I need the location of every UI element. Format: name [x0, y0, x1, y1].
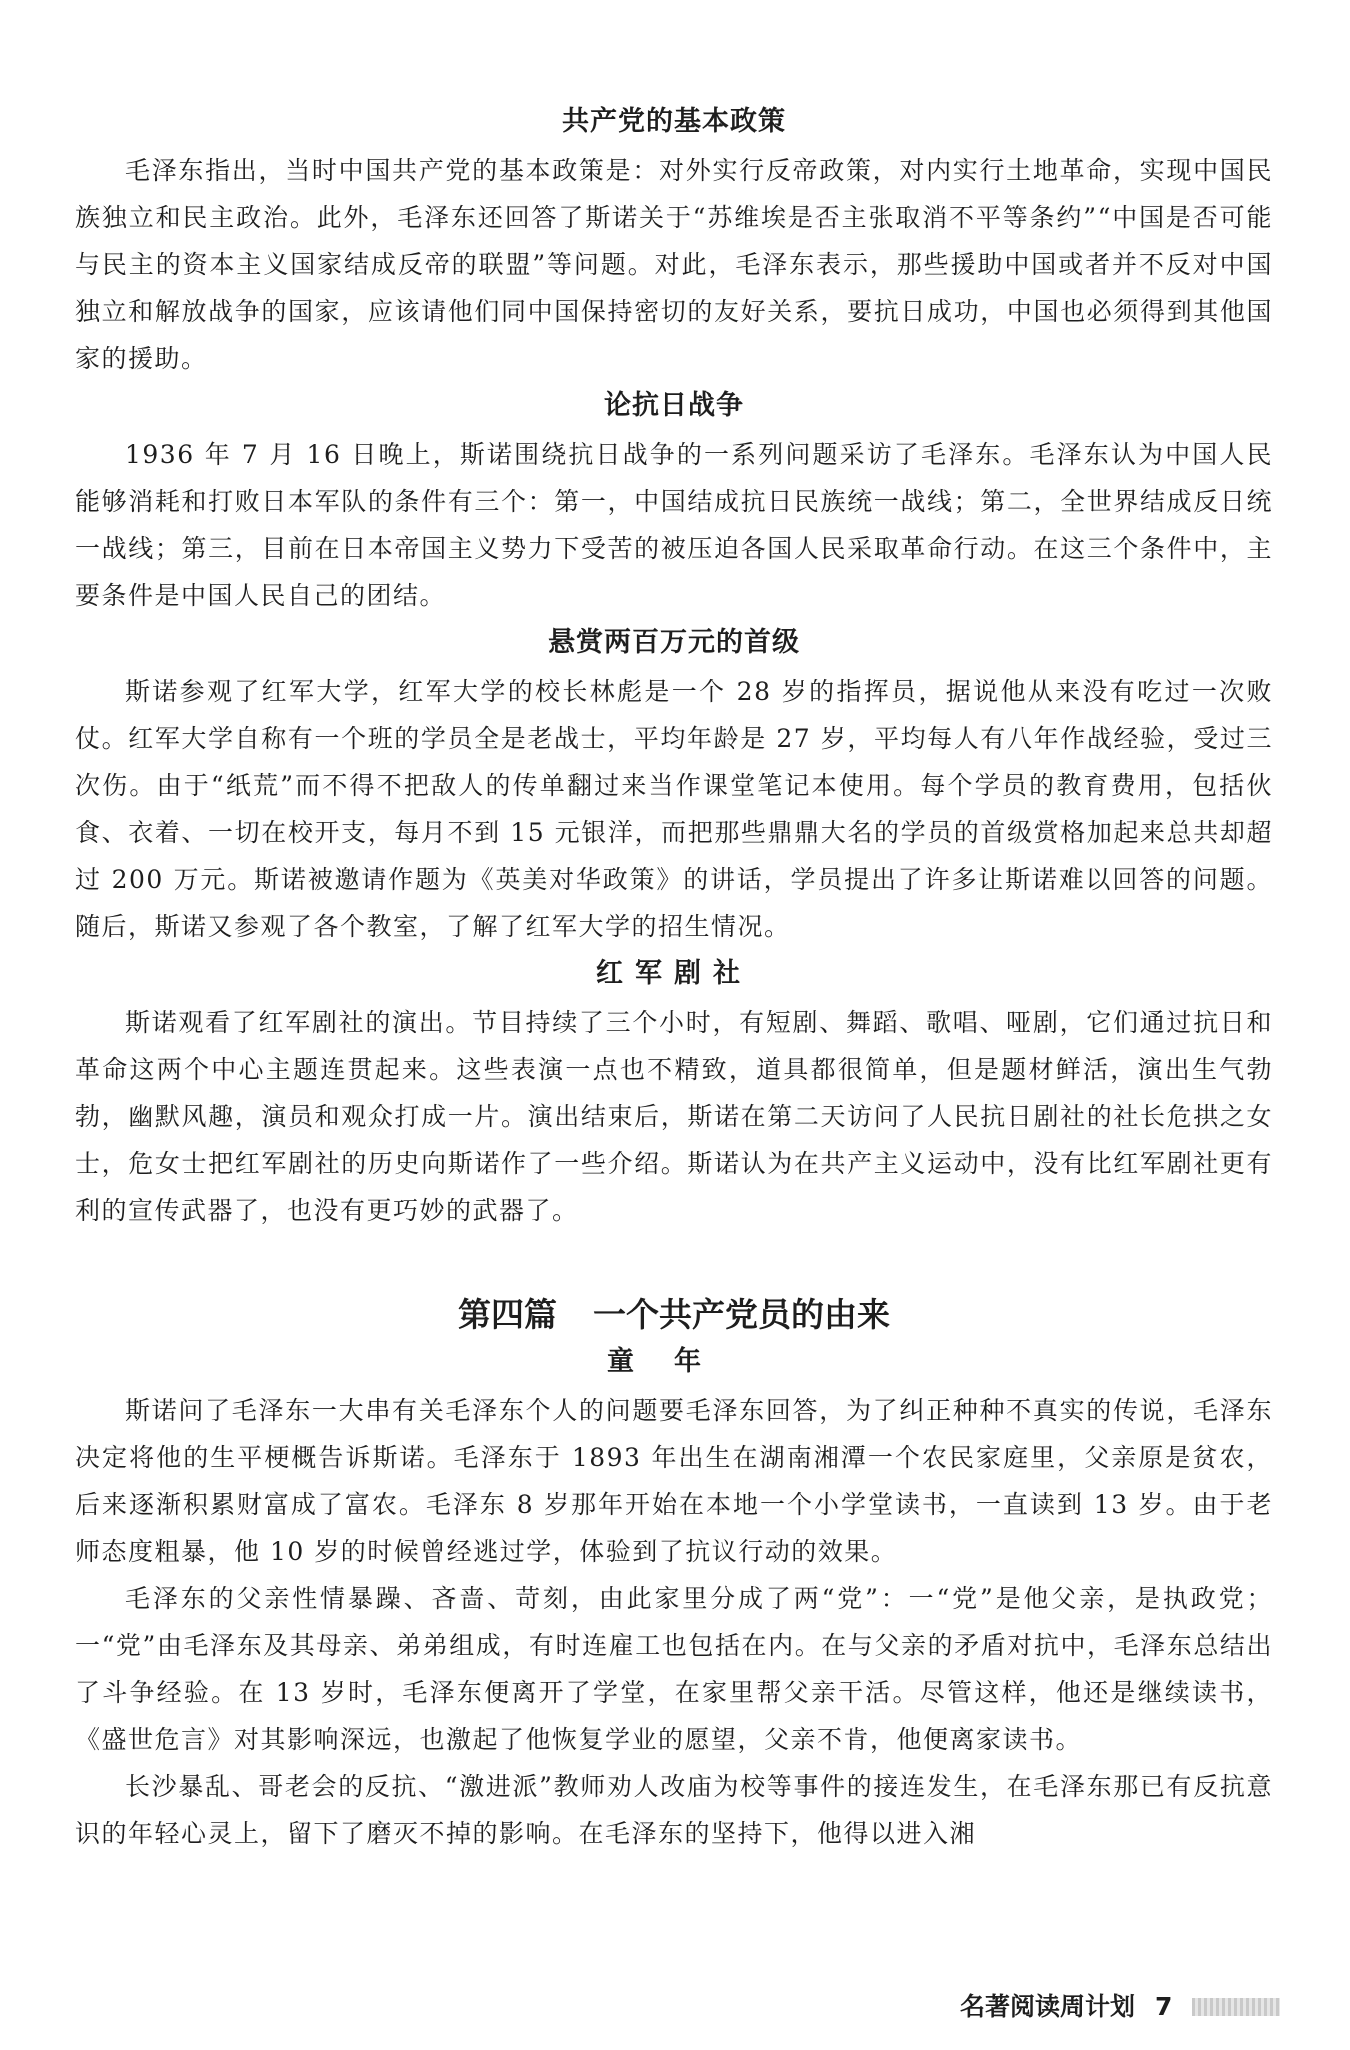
paragraph: 斯诺问了毛泽东一大串有关毛泽东个人的问题要毛泽东回答，为了纠正种种不真实的传说，毛泽东决定将他的生平梗概告诉斯诺。毛泽东于 1893 年出生在湖南湘潭一个农民家庭里，父亲原是贫农，后来逐渐积累财富成了富农。毛泽东 8 岁那年开始在本地一个小学堂读书，一直读到 13 岁。由于老师态度粗暴，他 10 岁的时候曾经逃过学，体验到了抗议行动的效果。 [75, 1396, 1273, 1566]
section-heading-red-army-theatre: 红军剧社 [596, 958, 752, 989]
page-number: 7 [1155, 1992, 1173, 2021]
paragraph: 毛泽东的父亲性情暴躁、吝啬、苛刻，由此家里分成了两“党”：一“党”是他父亲，是执政党；一“党”由毛泽东及其母亲、弟弟组成，有时连雇工也包括在内。在与父亲的矛盾对抗中，毛泽东总结出了斗争经验。在 13 岁时，毛泽东便离开了学堂，在家里帮父亲干活。尽管这样，他还是继续读书，《盛世危言》对其影响深远，也激起了他恢复学业的愿望，父亲不肯，他便离家读书。 [75, 1584, 1273, 1754]
section-heading-childhood: 童年 [607, 1346, 741, 1377]
paragraph: 斯诺参观了红军大学，红军大学的校长林彪是一个 28 岁的指挥员，据说他从来没有吃过一次败仗。红军大学自称有一个班的学员全是老战士，平均年龄是 27 岁，平均每人有八年作战经验，受过三次伤。由于“纸荒”而不得不把敌人的传单翻过来当作课堂笔记本使用。每个学员的教育费用，包括伙食、衣着、一切在校开支，每月不到 15 元银洋，而把那些鼎鼎大名的学员的首级赏格加起来总共却超过 200 万元。斯诺被邀请作题为《英美对华政策》的讲话，学员提出了许多让斯诺难以回答的问题。随后，斯诺又参观了各个教室，了解了红军大学的招生情况。 [75, 677, 1273, 941]
section-heading-anti-japanese-war: 论抗日战争 [604, 390, 744, 421]
footer-book-title: 名著阅读周计划 [960, 1992, 1136, 2021]
page-footer [960, 1992, 1280, 2022]
paragraph: 1936 年 7 月 16 日晚上，斯诺围绕抗日战争的一系列问题采访了毛泽东。毛泽东认为中国人民能够消耗和打败日本军队的条件有三个：第一，中国结成抗日民族统一战线；第二，全世界结成反日统一战线；第三，目前在日本帝国主义势力下受苦的被压迫各国人民采取革命行动。在这三个条件中，主要条件是中国人民自己的团结。 [75, 440, 1273, 610]
page-body [75, 98, 1273, 1857]
paragraph: 长沙暴乱、哥老会的反抗、“激进派”教师劝人改庙为校等事件的接连发生，在毛泽东那已有反抗意识的年轻心灵上，留下了磨灭不掉的影响。在毛泽东的坚持下，他得以进入湘 [75, 1772, 1273, 1848]
paragraph: 斯诺观看了红军剧社的演出。节目持续了三个小时，有短剧、舞蹈、歌唱、哑剧，它们通过抗日和革命这两个中心主题连贯起来。这些表演一点也不精致，道具都很简单，但是题材鲜活，演出生气勃勃，幽默风趣，演员和观众打成一片。演出结束后，斯诺在第二天访问了人民抗日剧社的社长危拱之女士，危女士把红军剧社的历史向斯诺作了一些介绍。斯诺认为在共产主义运动中，没有比红军剧社更有利的宣传武器了，也没有更巧妙的武器了。 [75, 1008, 1273, 1225]
chapter-number: 第四篇 [458, 1295, 557, 1334]
section-heading-bounty: 悬赏两百万元的首级 [548, 627, 800, 658]
section-heading-policy: 共产党的基本政策 [562, 106, 786, 137]
chapter-name: 一个共产党员的由来 [593, 1295, 890, 1334]
decorative-bar [1192, 1998, 1280, 2016]
chapter-title [75, 1292, 1273, 1338]
paragraph: 毛泽东指出，当时中国共产党的基本政策是：对外实行反帝政策，对内实行土地革命，实现中国民族独立和民主政治。此外，毛泽东还回答了斯诺关于“苏维埃是否主张取消不平等条约”“中国是否可能与民主的资本主义国家结成反帝的联盟”等问题。对此，毛泽东表示，那些援助中国或者并不反对中国独立和解放战争的国家，应该请他们同中国保持密切的友好关系，要抗日成功，中国也必须得到其他国家的援助。 [75, 156, 1273, 373]
